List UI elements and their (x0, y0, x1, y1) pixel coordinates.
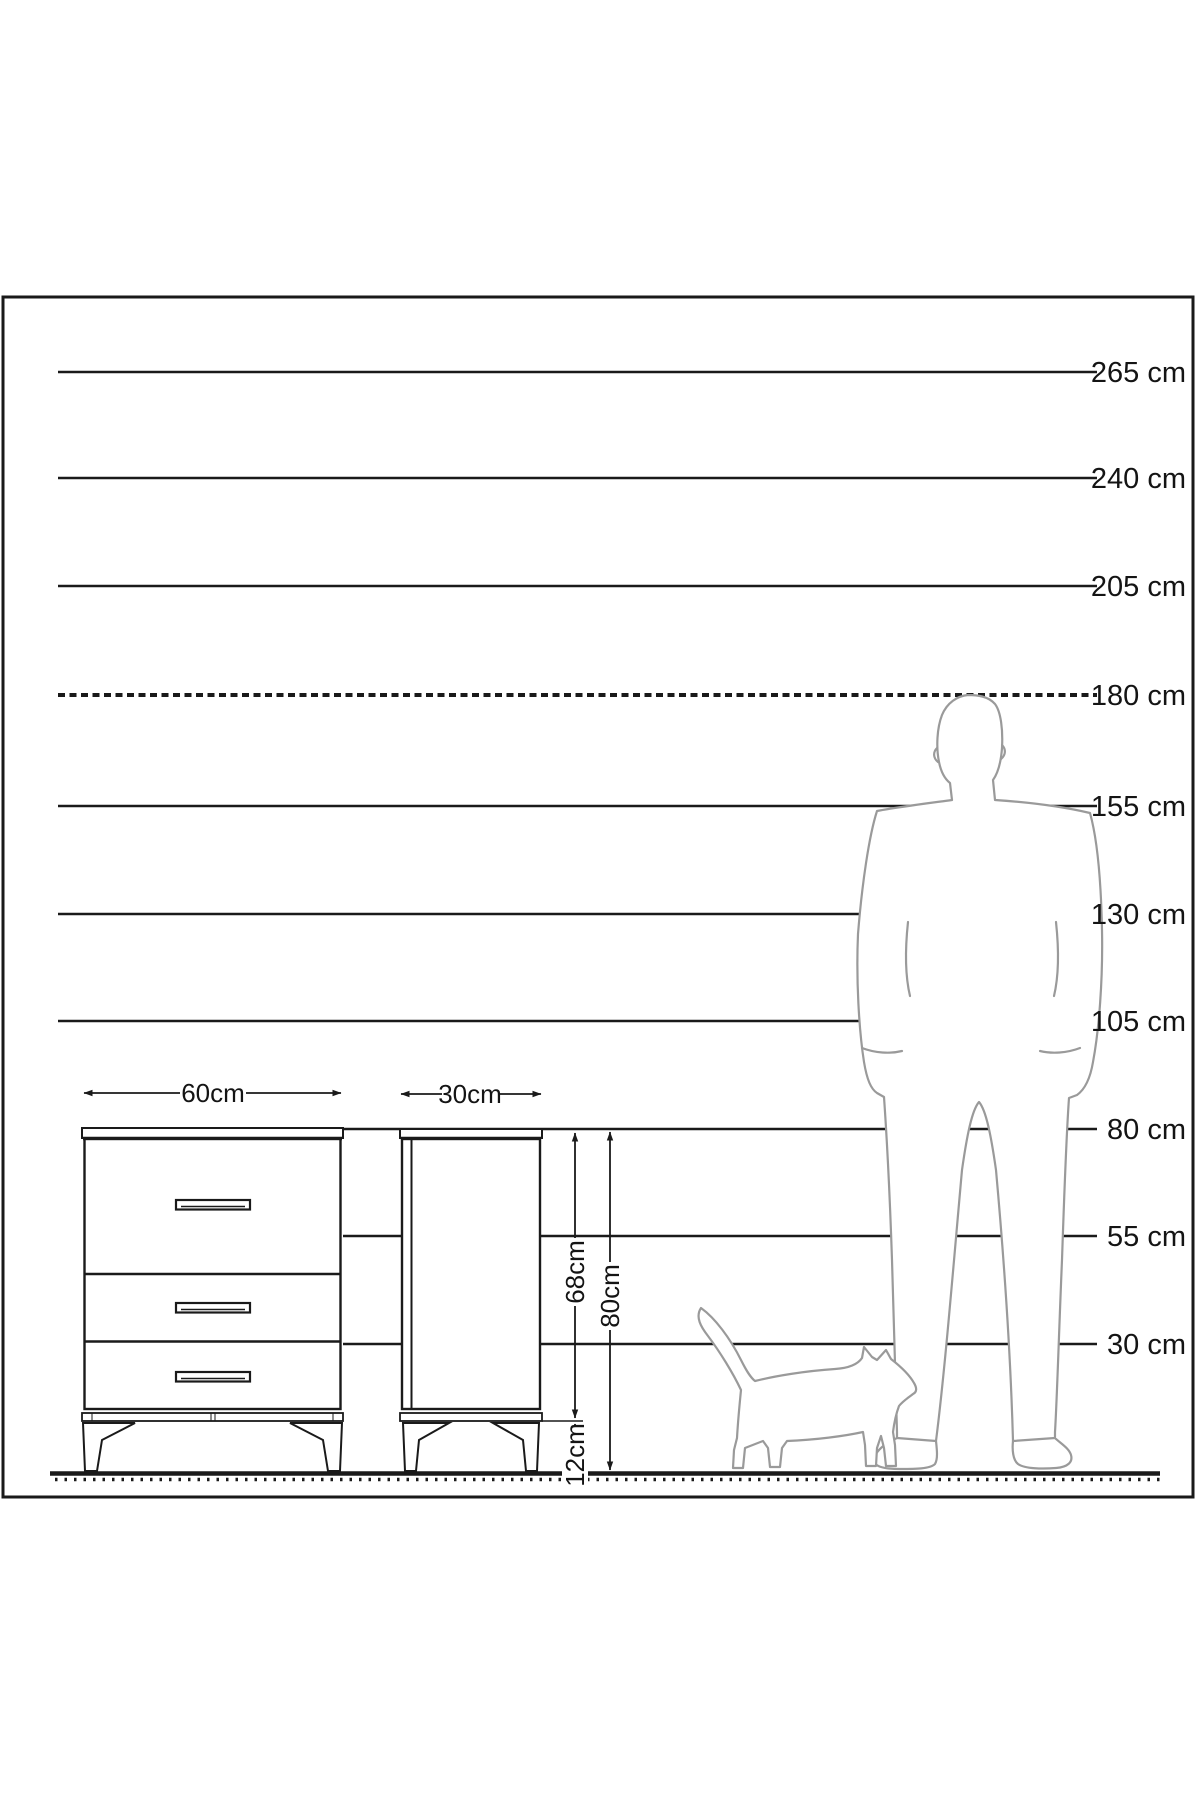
side-panel (402, 1139, 540, 1409)
dim-side-depth-label: 30cm (438, 1079, 502, 1109)
dim-front-width-label: 60cm (181, 1078, 245, 1108)
drawer-handle-1 (176, 1200, 250, 1210)
drawer-handle-2 (176, 1303, 250, 1313)
side-plinth (400, 1413, 542, 1421)
dresser-leg-left (83, 1423, 135, 1471)
height-label-240: 240 cm (1090, 463, 1186, 495)
height-label-30: 30 cm (1107, 1329, 1186, 1361)
drawer-handle-3 (176, 1372, 250, 1382)
dresser-plinth (82, 1413, 343, 1421)
side-leg-right (493, 1423, 539, 1471)
dim-total-height (595, 1132, 625, 1470)
cat-silhouette (699, 1308, 917, 1468)
height-label-180: 180 cm (1090, 680, 1186, 712)
dim-side-depth (401, 1079, 541, 1109)
ground-line (50, 1474, 1160, 1480)
height-label-55: 55 cm (1107, 1221, 1186, 1253)
height-label-205: 205 cm (1090, 571, 1186, 603)
dresser-front-view (82, 1128, 343, 1471)
dim-front-width (84, 1078, 341, 1108)
dim-carcass-height (542, 1133, 590, 1487)
height-label-105: 105 cm (1090, 1006, 1186, 1038)
dim-legs-height-label: 12cm (560, 1423, 590, 1487)
height-label-80: 80 cm (1107, 1114, 1186, 1146)
dresser-side-view (400, 1129, 542, 1471)
dim-total-height-label: 80cm (595, 1264, 625, 1328)
height-label-130: 130 cm (1090, 899, 1186, 931)
dim-carcass-height-label: 68cm (560, 1240, 590, 1304)
dresser-leg-right (290, 1423, 342, 1471)
height-scale-labels (1091, 357, 1186, 1361)
side-leg-left (403, 1423, 449, 1471)
height-label-155: 155 cm (1090, 791, 1186, 823)
man-silhouette (857, 695, 1102, 1469)
height-label-265: 265 cm (1090, 357, 1186, 389)
